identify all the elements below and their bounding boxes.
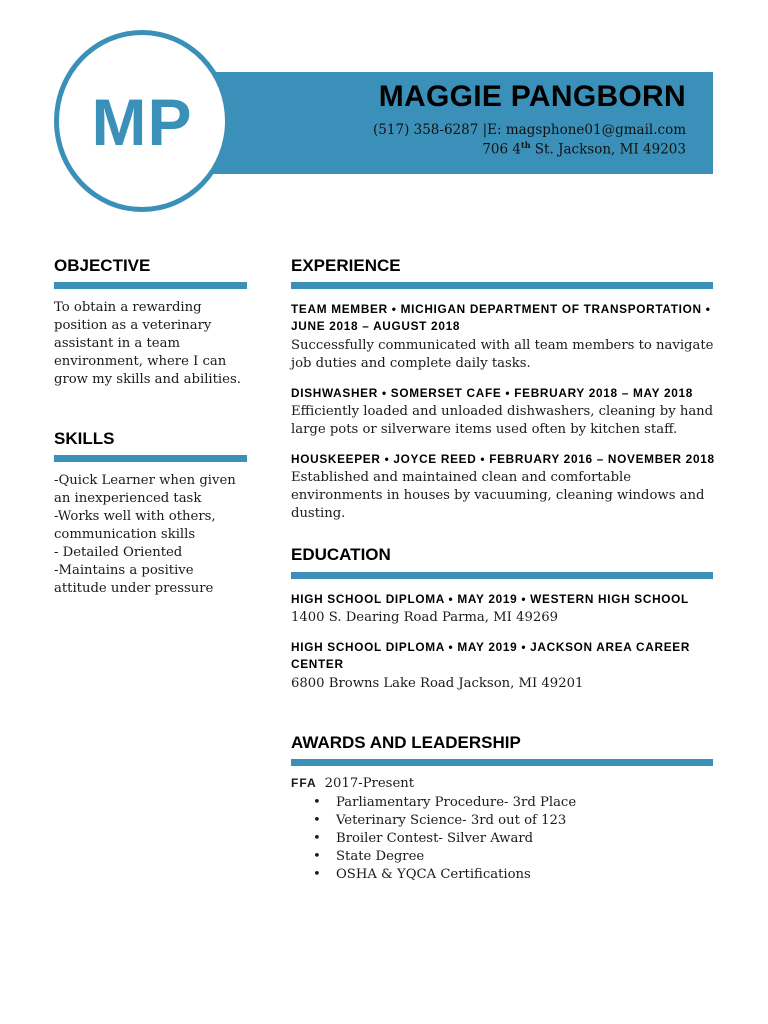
skill-item: -Works well with others, communication skills — [54, 509, 216, 542]
list-item — [313, 812, 576, 830]
candidate-name: MAGGIE PANGBORN — [378, 80, 686, 113]
award-text: Veterinary Science- 3rd out of 123 — [336, 813, 567, 828]
awards-heading: AWARDS AND LEADERSHIP — [291, 733, 521, 752]
monogram: MP — [91, 85, 193, 159]
job-heading: TEAM MEMBER • MICHIGAN DEPARTMENT OF TRANSPORTATION • JUNE 2018 – AUGUST 2018 — [291, 302, 711, 333]
bullet-glyph: • — [313, 813, 321, 828]
skills-heading: SKILLS — [54, 429, 115, 448]
list-item — [313, 830, 576, 848]
skill-item: -Quick Learner when given an inexperienced task — [54, 473, 236, 506]
objective-heading: OBJECTIVE — [54, 256, 151, 275]
address-ordinal: th — [521, 140, 531, 150]
objective-rule — [54, 282, 247, 289]
award-text: Parliamentary Procedure- 3rd Place — [336, 795, 577, 810]
experience-rule — [291, 282, 713, 289]
education-heading: EDUCATION — [291, 545, 391, 564]
awards-org: FFA — [291, 776, 317, 790]
education-heading-line: HIGH SCHOOL DIPLOMA • MAY 2019 • WESTERN HIGH SCHOOL — [291, 592, 689, 606]
job-description: Successfully communicated with all team members to navigate job duties and complete daily tasks. — [291, 338, 714, 371]
job-heading: HOUSKEEPER • JOYCE REED • FEBRUARY 2016 – NOVEMBER 2018 — [291, 452, 715, 466]
list-item — [313, 866, 576, 884]
contact-phone-email: (517) 358-6287 |E: magsphone01@gmail.com — [373, 122, 686, 138]
job-heading: DISHWASHER • SOMERSET CAFE • FEBRUARY 2018 – MAY 2018 — [291, 386, 693, 400]
education-address: 6800 Browns Lake Road Jackson, MI 49201 — [291, 676, 584, 691]
education-rule — [291, 572, 713, 579]
bullet-glyph: • — [313, 849, 321, 864]
award-text: Broiler Contest- Silver Award — [336, 831, 534, 846]
experience-heading: EXPERIENCE — [291, 256, 401, 275]
bullet-glyph: • — [313, 867, 321, 882]
awards-rule — [291, 759, 713, 766]
objective-text: To obtain a rewarding position as a veterinary assistant in a team environment, where I can grow my skills and abilities. — [54, 300, 241, 387]
awards-list — [313, 794, 576, 884]
skill-item: - Detailed Oriented — [54, 545, 183, 560]
skills-rule — [54, 455, 247, 462]
address-rest: St. Jackson, MI 49203 — [530, 141, 686, 158]
list-item — [313, 848, 576, 866]
bullet-glyph: • — [313, 795, 321, 810]
list-item — [313, 794, 576, 812]
award-text: OSHA & YQCA Certifications — [336, 867, 531, 882]
skills-list — [54, 472, 246, 598]
address-number: 706 4 — [482, 141, 521, 158]
job-description: Efficiently loaded and unloaded dishwashers, cleaning by hand large pots or silverware items used often by kitchen staff. — [291, 404, 714, 437]
job-description: Established and maintained clean and comfortable environments in houses by vacuuming, cleaning windows and dusting. — [291, 470, 705, 521]
education-address: 1400 S. Dearing Road Parma, MI 49269 — [291, 610, 559, 625]
contact-address — [482, 140, 686, 158]
award-text: State Degree — [336, 849, 425, 864]
awards-org-line — [291, 776, 414, 791]
awards-period: 2017-Present — [324, 776, 415, 791]
education-heading-line: HIGH SCHOOL DIPLOMA • MAY 2019 • JACKSON AREA CAREER CENTER — [291, 640, 691, 671]
bullet-glyph: • — [313, 831, 321, 846]
skill-item: -Maintains a positive attitude under pressure — [54, 563, 214, 596]
